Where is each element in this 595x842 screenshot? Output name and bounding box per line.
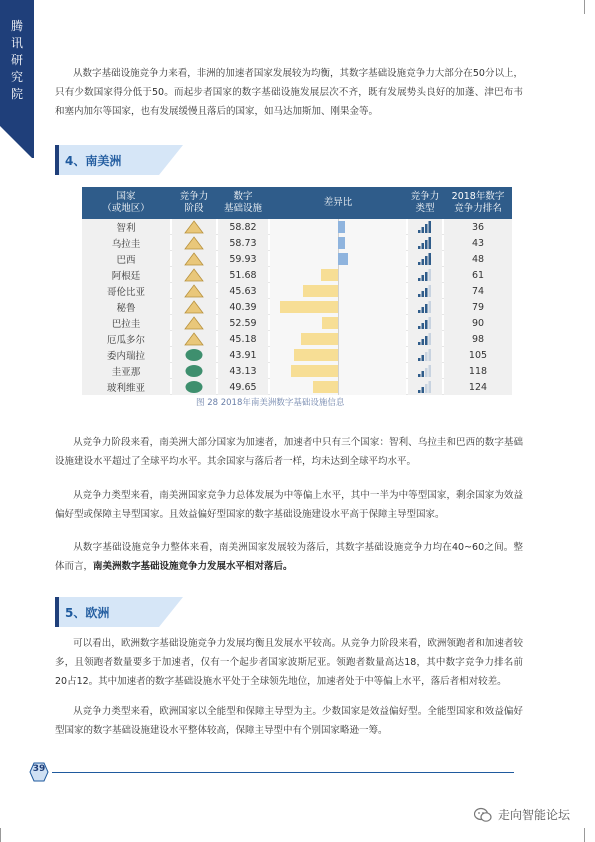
cell-stage bbox=[172, 379, 216, 395]
cell-score: 43.13 bbox=[218, 363, 268, 379]
cell-country: 巴拉圭 bbox=[82, 315, 170, 331]
cell-score: 52.59 bbox=[218, 315, 268, 331]
signal-bars-icon bbox=[418, 381, 432, 393]
table-row bbox=[82, 315, 512, 331]
cell-score: 58.73 bbox=[218, 235, 268, 251]
header-diff: 差异比 bbox=[323, 197, 353, 208]
cell-score: 40.39 bbox=[218, 299, 268, 315]
diff-axis bbox=[338, 331, 339, 347]
cell-score: 59.93 bbox=[218, 251, 268, 267]
cell-diff bbox=[270, 379, 406, 395]
paragraph-overall bbox=[55, 538, 523, 576]
signal-bars-icon bbox=[418, 365, 432, 377]
cell-score: 51.68 bbox=[218, 267, 268, 283]
circle-stage-icon bbox=[184, 380, 204, 394]
diff-bar bbox=[338, 253, 348, 265]
section-heading-europe bbox=[55, 597, 185, 627]
cell-rank: 79 bbox=[444, 299, 512, 315]
circle-stage-icon bbox=[184, 348, 204, 362]
cell-type bbox=[408, 251, 442, 267]
triangle-stage-icon bbox=[184, 300, 204, 314]
diff-bar bbox=[338, 237, 345, 249]
cell-type bbox=[408, 267, 442, 283]
cell-stage bbox=[172, 363, 216, 379]
diff-axis bbox=[338, 315, 339, 331]
cell-country: 阿根廷 bbox=[82, 267, 170, 283]
cell-stage bbox=[172, 315, 216, 331]
sidebar-char: 讯 bbox=[10, 36, 23, 50]
paragraph-text: 从竞争力类型来看，南美洲国家竞争力总体发展为中等偏上水平，其中一半为中等型国家，剩余国家为效益偏好型或保障主导型国家。且效益偏好型国家的数字基础设施建设水平高于保障主导型国家。 bbox=[55, 490, 523, 520]
cell-rank: 98 bbox=[444, 331, 512, 347]
cell-country: 圭亚那 bbox=[82, 363, 170, 379]
cell-type bbox=[408, 315, 442, 331]
cell-country: 厄瓜多尔 bbox=[82, 331, 170, 347]
cell-stage bbox=[172, 219, 216, 235]
cell-type bbox=[408, 299, 442, 315]
section-heading-south-america bbox=[55, 145, 185, 175]
table-row bbox=[82, 251, 512, 267]
cell-stage bbox=[172, 347, 216, 363]
cell-rank: 105 bbox=[444, 347, 512, 363]
signal-bars-icon bbox=[418, 317, 432, 329]
cell-type bbox=[408, 331, 442, 347]
cell-diff bbox=[270, 331, 406, 347]
triangle-stage-icon bbox=[184, 252, 204, 266]
crop-mark bbox=[584, 0, 585, 14]
table-row bbox=[82, 235, 512, 251]
paragraph-emphasis: 南美洲数字基础设施竞争力发展水平相对落后。 bbox=[93, 561, 293, 572]
cell-stage bbox=[172, 251, 216, 267]
sidebar-corner bbox=[0, 126, 34, 160]
circle-stage-icon bbox=[184, 364, 204, 378]
signal-bars-icon bbox=[418, 237, 432, 249]
cell-rank: 48 bbox=[444, 251, 512, 267]
cell-score: 43.91 bbox=[218, 347, 268, 363]
cell-country: 乌拉圭 bbox=[82, 235, 170, 251]
diff-axis bbox=[338, 379, 339, 395]
cell-stage bbox=[172, 331, 216, 347]
table-header bbox=[82, 187, 512, 219]
south-america-table bbox=[82, 187, 512, 395]
paragraph-text: 从数字基础设施竞争力来看，非洲的加速者国家发展较为均衡，其数字基础设施竞争力大部分在50分以上，只有少数国家得分低于50。而起步者国家的数字基础设施发展层次不齐，既有发展势头良好的加蓬、津巴布韦和塞内加尔等国家，也有发展缓慢且落后的国家，如马达加斯加、刚果金等。 bbox=[55, 68, 523, 117]
cell-rank: 36 bbox=[444, 219, 512, 235]
diff-axis bbox=[338, 347, 339, 363]
triangle-stage-icon bbox=[184, 332, 204, 346]
cell-type bbox=[408, 347, 442, 363]
wechat-icon bbox=[474, 807, 492, 823]
signal-bars-icon bbox=[418, 349, 432, 361]
header-score: 数字 基础设施 bbox=[223, 191, 262, 214]
watermark-text: 走向智能论坛 bbox=[498, 808, 571, 822]
cell-country: 委内瑞拉 bbox=[82, 347, 170, 363]
diff-bar bbox=[291, 365, 338, 377]
diff-bar bbox=[338, 221, 345, 233]
cell-stage bbox=[172, 267, 216, 283]
cell-rank: 61 bbox=[444, 267, 512, 283]
sidebar-char: 腾 bbox=[10, 19, 23, 33]
triangle-stage-icon bbox=[184, 284, 204, 298]
triangle-stage-icon bbox=[184, 236, 204, 250]
paragraph-stage bbox=[55, 433, 523, 471]
cell-country: 巴西 bbox=[82, 251, 170, 267]
table-row bbox=[82, 283, 512, 299]
cell-score: 45.63 bbox=[218, 283, 268, 299]
paragraph-type bbox=[55, 486, 523, 524]
cell-country: 秘鲁 bbox=[82, 299, 170, 315]
cell-rank: 118 bbox=[444, 363, 512, 379]
cell-country: 玻利维亚 bbox=[82, 379, 170, 395]
paragraph-text: 从数字基础设施竞争力整体来看，南美洲国家发展较为落后，其数字基础设施竞争力均在40~60之间。整体而言， bbox=[55, 542, 523, 572]
signal-bars-icon bbox=[418, 333, 432, 345]
watermark bbox=[474, 806, 570, 823]
header-rank: 2018年数字 竞争力排名 bbox=[451, 191, 505, 214]
cell-type bbox=[408, 219, 442, 235]
table-row bbox=[82, 331, 512, 347]
paragraph-africa bbox=[55, 64, 523, 121]
signal-bars-icon bbox=[418, 301, 432, 313]
cell-stage bbox=[172, 299, 216, 315]
paragraph-europe-1 bbox=[55, 634, 523, 691]
diff-bar bbox=[321, 269, 338, 281]
cell-rank: 90 bbox=[444, 315, 512, 331]
table-row bbox=[82, 379, 512, 395]
cell-type bbox=[408, 235, 442, 251]
diff-axis bbox=[338, 283, 339, 299]
cell-diff bbox=[270, 219, 406, 235]
diff-axis bbox=[338, 267, 339, 283]
sidebar-char: 院 bbox=[10, 87, 23, 101]
cell-score: 49.65 bbox=[218, 379, 268, 395]
triangle-stage-icon bbox=[184, 220, 204, 234]
triangle-stage-icon bbox=[184, 316, 204, 330]
cell-diff bbox=[270, 299, 406, 315]
signal-bars-icon bbox=[418, 269, 432, 281]
table-row bbox=[82, 219, 512, 235]
cell-diff bbox=[270, 251, 406, 267]
signal-bars-icon bbox=[418, 221, 432, 233]
cell-rank: 43 bbox=[444, 235, 512, 251]
crop-mark bbox=[0, 828, 1, 842]
triangle-stage-icon bbox=[184, 268, 204, 282]
diff-axis bbox=[338, 363, 339, 379]
cell-stage bbox=[172, 235, 216, 251]
table-body bbox=[82, 219, 512, 395]
page-number: 39 bbox=[32, 764, 46, 774]
cell-diff bbox=[270, 235, 406, 251]
paragraph-europe-2 bbox=[55, 702, 523, 740]
diff-bar bbox=[313, 381, 338, 393]
signal-bars-icon bbox=[418, 285, 432, 297]
diff-bar bbox=[280, 301, 339, 313]
cell-score: 58.82 bbox=[218, 219, 268, 235]
section-title: 4、南美洲 bbox=[65, 154, 122, 168]
diff-bar bbox=[301, 333, 338, 345]
cell-diff bbox=[270, 363, 406, 379]
table-row bbox=[82, 299, 512, 315]
table-row bbox=[82, 267, 512, 283]
figure-caption: 图 28 2018年南美洲数字基础设施信息 bbox=[196, 398, 345, 408]
sidebar-char: 研 bbox=[10, 53, 23, 67]
diff-axis bbox=[338, 299, 339, 315]
cell-diff bbox=[270, 315, 406, 331]
cell-stage bbox=[172, 283, 216, 299]
cell-type bbox=[408, 379, 442, 395]
cell-type bbox=[408, 363, 442, 379]
table-row bbox=[82, 347, 512, 363]
header-country: 国家 （或地区） bbox=[102, 191, 150, 214]
cell-diff bbox=[270, 347, 406, 363]
section-title: 5、欧洲 bbox=[65, 606, 110, 620]
diff-bar bbox=[303, 285, 338, 297]
cell-diff bbox=[270, 283, 406, 299]
sidebar-char: 究 bbox=[10, 70, 23, 84]
cell-type bbox=[408, 283, 442, 299]
cell-rank: 74 bbox=[444, 283, 512, 299]
footer-rule bbox=[52, 772, 514, 773]
cell-country: 哥伦比亚 bbox=[82, 283, 170, 299]
paragraph-text: 可以看出，欧洲数字基础设施竞争力发展均衡且发展水平较高。从竞争力阶段来看，欧洲领跑者和加速者较多，且领跑者数量要多于加速者，仅有一个起步者国家波斯尼亚。领跑者数量高达18，其中数字竞争力排名前20占12。其中加速者的数字基础设施水平处于全球领先地位，加速者处于中等偏上水平，落后者相对较差。 bbox=[55, 638, 523, 687]
header-type: 竞争力 类型 bbox=[410, 191, 440, 214]
cell-diff bbox=[270, 267, 406, 283]
header-stage: 竞争力 阶段 bbox=[179, 191, 209, 214]
crop-mark bbox=[584, 828, 585, 842]
paragraph-text: 从竞争力阶段来看，南美洲大部分国家为加速者，加速者中只有三个国家：智利、乌拉圭和巴西的数字基础设施建设水平超过了全球平均水平。其余国家与落后者一样，均未达到全球平均水平。 bbox=[55, 437, 523, 467]
table-row bbox=[82, 363, 512, 379]
paragraph-text: 从竞争力类型来看，欧洲国家以全能型和保障主导型为主。少数国家是效益偏好型。全能型国家和效益偏好型国家的数字基础设施建设水平整体较高，保障主导型中有个别国家略逊一筹。 bbox=[55, 706, 523, 736]
diff-bar bbox=[322, 317, 338, 329]
diff-bar bbox=[294, 349, 338, 361]
cell-rank: 124 bbox=[444, 379, 512, 395]
cell-country: 智利 bbox=[82, 219, 170, 235]
cell-score: 45.18 bbox=[218, 331, 268, 347]
sidebar-label bbox=[9, 18, 25, 103]
signal-bars-icon bbox=[418, 253, 432, 265]
